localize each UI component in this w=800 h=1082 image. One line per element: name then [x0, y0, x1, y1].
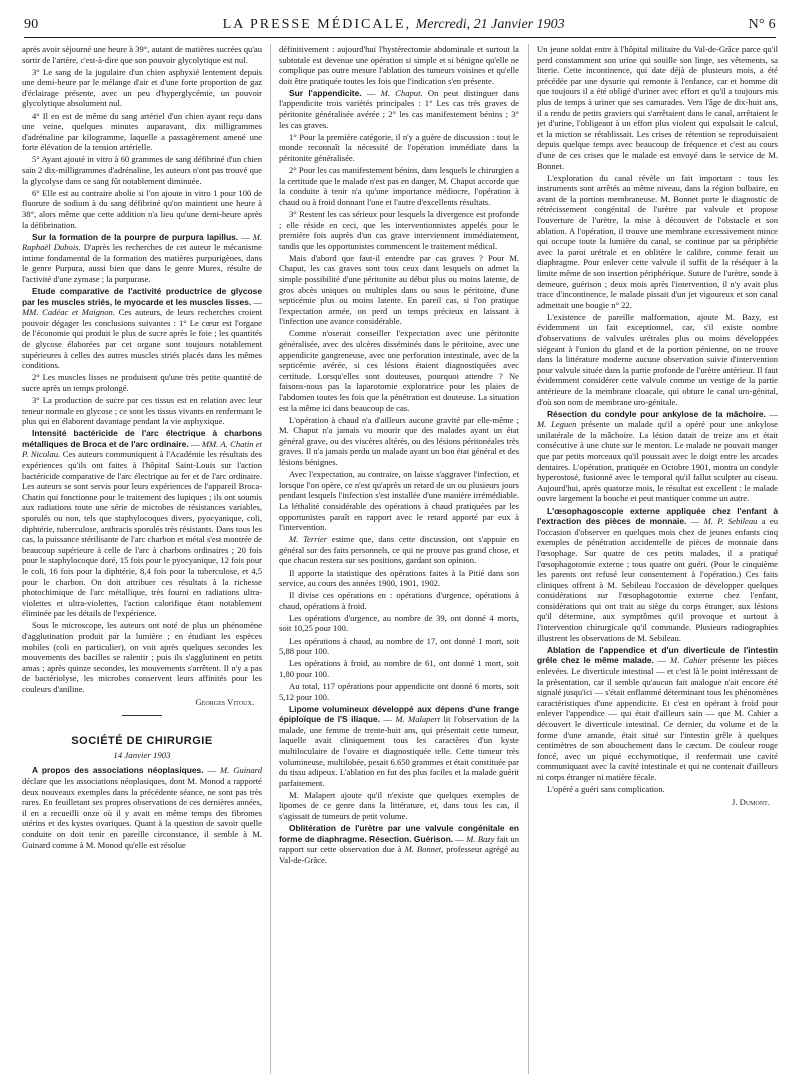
- article-author: M. Bonnet,: [404, 844, 444, 855]
- issue-date: Mercredi, 21 Janvier 1903: [415, 17, 565, 32]
- article-heading: A propos des associations néoplasiques.: [32, 765, 204, 776]
- paragraph: [279, 534, 519, 566]
- signature: J. Dumont.: [732, 796, 770, 807]
- paragraph: L'existence de pareille malformation, ajoute M. Bazy, est évidemment un fait exceptionnel, car, s'il existe nombre d'observations de valvules urétrales plus ou moins développées siégeant à l'union du gland et de la portion pénienne, on ne trouve dans la littérature moderne aucune observation suivie d'intervention pour valvule située dans la partie profonde de l'urètre antérieur. Il faut évidemment considérer cette valvule comme un vestige de la partie antérieure de la membrane cloacale, qui obture le canal uro-génital, d'où son nom de membrane uro-génitale.: [537, 311, 778, 407]
- article: A propos des associations néoplasiques. — M. Guinard déclare que les associations néoplasiques, dont M. Monod a rapporté deux nouveaux exemples dans la précédente séance, ne sont pas très rares. En feuilletant ses propres observations de ces dernières années, il en a recueilli onze où il y avait en même temps des fibromes utérins et des kystes ovariques. Quant à la question de savoir quelle conduite on doit tenir en pareille circonstance, il semble à M. Guinard comme à M. Monod qu'elle est résolue: [22, 765, 262, 850]
- column-2: [279, 44, 519, 1076]
- paragraph: 2° Pour les cas manifestement bénins, dans lesquels le chirurgien a la certitude que le malade n'est pas en danger, M. Chaput accorde que la conduite à tenir n'a qu'une importance médiocre, l'opération à chaud ou à froid donnant l'une et l'autre d'excellents résultats.: [279, 165, 519, 207]
- column-1: [22, 44, 262, 1076]
- article-heading: Ablation de l'appendice et d'un diverticule de l'intestin grêle chez le même malade.: [537, 644, 778, 666]
- paragraph: Les opérations à chaud, au nombre de 17, ont donné 1 mort, soit 5,88 pour 100.: [279, 635, 519, 657]
- page-header: [24, 14, 776, 36]
- article-author: MM. Cadéac et Maignon.: [22, 307, 115, 318]
- article-text: lit l'observation de la malade, une femme de trente-huit ans, qui présentait cette tumeur, laquelle avait cliniquement tous les caractères d'un kyste multiloculaire de l'ovaire et diagnostiquée telle. Cette tumeur très volumineuse, multilobée, pesait 6.650 grammes et était constituée par du tissu adipeux. L'ablation en fut des plus faciles et la malade guérit parfaitement.: [279, 714, 519, 788]
- article-heading: Résection du condyle pour ankylose de la mâchoire.: [547, 408, 766, 419]
- journal-name: LA PRESSE MÉDICALE,: [222, 17, 412, 32]
- article-text: On peut distinguer dans l'appendicite trois variétés principales : 1° Les cas très graves de péritonite généralisée avérée ; 2° les cas manifestement bénins ; 3° les cas graves.: [279, 87, 519, 130]
- paragraph: Avec l'expectation, au contraire, on laisse s'aggraver l'infection, et lorsque l'on opère, ce n'est qu'après un retard de un ou plusieurs jours pendant lesquels l'infection s'est installée d'une manière irrémédiable. La léthalité considérable des opérations à chaud pratiquées par les opportunistes paraît en rapport avec le retard apporté par eux à l'intervention.: [279, 469, 519, 533]
- paragraph: Il divise ces opérations en : opérations d'urgence, opérations à chaud, opérations à froid.: [279, 590, 519, 611]
- column-3: [537, 44, 778, 1076]
- article-text: présente les pièces enlevées. Le diverticule intestinal — et c'est là le point intéressant de la présentation, car il semble qu'aucun fait analogue n'ait encore été signalé jusqu'ici — s'était enflammé déterminant tous les phénomènes caractéristiques d'une appendicite. Et c'est en opérant à froid pour enlever l'appendice — qui était d'ailleurs sain — que M. Cahier a découvert le diverticule intestinal. Ce dernier, du volume et de la forme d'une amande, était situé sur l'intestin grêle à quelques centimètres de son abouchement dans le cæcum. De couleur rouge foncé, avec un piqué ecchymotique, il renfermait une cavité communiquant avec la cavité intestinale et qui ne contenait d'ailleurs ni corps étranger ni matière fécale.: [537, 655, 778, 782]
- paragraph: après avoir séjourné une heure à 39°, autant de matières sucrées qu'au sortir de l'artère, c'est-à-dire que son pouvoir glycolytique est nul.: [22, 44, 262, 65]
- paragraph: L'opération à chaud n'a d'ailleurs aucune gravité par elle-même ; M. Chaput n'a jamais vu mourir que des malades ayant un état général grave, ou des viscères altérés, ou des lésions péritonéales très graves. Il n'a jamais perdu un malade ayant un bon état général et des lésions bénignes.: [279, 414, 519, 468]
- article-author: M. Terrier: [289, 534, 328, 545]
- page-number: 90: [24, 17, 39, 32]
- section-divider: [122, 715, 162, 716]
- column-divider: [528, 44, 529, 1074]
- article-author: M. Cahier: [670, 655, 708, 666]
- article-text: professeur agrégé au Val-de-Grâce.: [279, 844, 519, 865]
- header-rule: [24, 37, 776, 38]
- article-heading: Lipome volumineux développé aux dépens d'une frange épiploïque de l'S iliaque.: [279, 703, 519, 725]
- article: Intensité bactéricide de l'arc électrique à charbons métalliques de Broca et de l'arc ordinaire. — MM. A. Chatin et P. Nicolau. Ces auteurs communiquent à l'Académie les résultats des expériences qu'ils ont faites à l'hôpital Saint-Louis sur l'action bactéricide comparative de l'arc électrique au fer et de l'arc ordinaire. Les auteurs se sont servis pour leurs expériences de l'appareil Broca-Chatin qui fonctionne pour le traitement des lupiques ; ils ont soumis aux radiations toute une série de microbes de résistances variables, sporulés ou non, tels que staphylocoques divers, pyocyanique, coli, diphtérie, tuberculose, anthracis sporulés très résistants. Dans tous les cas, la puissance stérilisante de l'arc charbon et métal s'est montrée de beaucoup supérieure à celle de l'arc à charbons ordinaires ; 20 fois pour le staphylocoque doré, 15 fois pour le pyocyanique, 12 fois pour le coli, 16 fois pour la diphtérie, 8,4 fois pour la tuberculose, et 4,5 pour le charbon. On doit attribuer ces résultats à la richesse photochimique de l'arc métallique, très fourni en radiations ultra-violettes et ultra-violettes, l'action calorifique étant notablement éliminée par les détails de l'expérience.: [22, 428, 262, 619]
- article: Résection du condyle pour ankylose de la mâchoire. — M. Leguen présente un malade qu'il a opéré pour une ankylose unilatérale de la mâchoire. La lésion datait de treize ans et était consécutive à une chute sur le menton. Le malade ne pouvait manger que par petits morceaux qu'il poussait avec le doigt entre les arcades dentaires. L'opération, pratiquée en Octobre 1901, montra un condyle hyperostosé, fusionné avec le temporal qu'il fallut sculpter au ciseau. Aujourd'hui, après quatorze mois, le résultat est excellent : le malade ouvre largement la bouche et peut mastiquer comme un autre.: [537, 408, 778, 504]
- article-heading: Sur l'appendicite.: [289, 87, 362, 98]
- article-author: M. Chaput.: [380, 87, 423, 98]
- paragraph: 2° Les muscles lisses ne produisent qu'une très petite quantité de sucre après un temps prolongé.: [22, 372, 262, 393]
- column-divider: [270, 44, 271, 1074]
- paragraph: 3° Le sang de la jugulaire d'un chien asphyxié lentement depuis une demi-heure par le mélange d'air et d'une forte proportion de gaz d'éclairage présente, avec un peu d'hyperglycémie, un pouvoir glycolytique absolument nul.: [22, 66, 262, 109]
- signature: Georges Vitoux.: [195, 696, 254, 707]
- article: Etude comparative de l'activité productrice de glycose par les muscles striés, le myocarde et les muscles lisses. — MM. Cadéac et Maignon. Ces auteurs, de leurs recherches croient pouvoir dégager les conclusions suivantes : 1° Le cœur est l'organe de l'économie qui produit le plus de sucre après le foie ; les quantités de glycose élaborées par cet organe sont toujours notablement supérieures à celles des autres muscles striés placés dans les mêmes conditions.: [22, 286, 262, 371]
- paragraph: L'opéré a guéri sans complication.: [547, 783, 665, 794]
- article-text: Ces auteurs communiquent à l'Académie les résultats des expériences qu'ils ont faites à l'hôpital Saint-Louis sur l'action bactéricide comparative de l'arc électrique au fer et de l'arc ordinaire. Les auteurs se sont servis pour leurs expériences de l'appareil Broca-Chatin qui fonctionne pour le traitement des lupiques ; ils ont soumis aux radiations toute une série de microbes de résistances variables, sporulés ou non, tels que staphylocoques divers, pyocyanique, coli, diphtérie, tuberculose, anthracis sporulés très résistants. Dans tous les cas, la puissance stérilisante de l'arc charbon et métal s'est montrée de beaucoup supérieure à celle de l'arc à charbons ordinaires ; 20 fois pour le staphylocoque doré, 15 fois pour le pyocyanique, 12 fois pour le coli, 16 fois pour la diphtérie, 8,4 fois pour la tuberculose, et 4,5 pour le charbon. On doit attribuer ces résultats à la richesse photochimique de l'arc métallique, très fourni en radiations ultra-violettes et ultra-violettes, l'action calorifique étant notablement éliminée par les détails de l'expérience.: [22, 449, 262, 619]
- paragraph: 5° Ayant ajouté in vitro à 60 grammes de sang défibriné d'un chien sain 2 dix-milligrammes d'adrénaline, les auteurs n'ont pas trouvé que la glycolyse dans ce sang fût notablement diminuée.: [22, 154, 262, 186]
- paragraph: Au total, 117 opérations pour appendicite ont donné 6 morts, soit 5,12 pour 100.: [279, 680, 519, 702]
- running-title: [223, 17, 565, 33]
- paragraph: 1° Pour la première catégorie, il n'y a guère de discussion : tout le monde reconnaît la nécessité de l'opération immédiate dans la péritonite généralisée.: [279, 131, 519, 163]
- article-author: M. P. Sebileau: [703, 516, 758, 527]
- article-author: M. Guinard: [219, 765, 262, 776]
- article-author: MM. A. Chatin et P. Nicolau.: [22, 438, 262, 460]
- article: Sur la formation de la pourpre de purpura lapillus. — M. Raphaël Dubois. D'après les recherches de cet auteur le mécanisme intime fondamental de la formation des matières purpurigènes, dans le genre Purpura, aussi bien que dans le genre Murex, résulte de l'activité d'une zymase ; la purpurase.: [22, 231, 262, 284]
- paragraph: Il apporte la statistique des opérations faites à la Pitié dans son service, au cours des années 1900, 1901, 1902.: [279, 567, 519, 589]
- paragraph: M. Malapert ajoute qu'il n'existe que quelques exemples de lipomes de ce genre dans la littérature, et, dans tous les cas, il s'agissait de tumeurs de petit volume.: [279, 789, 519, 822]
- article-text: Ces auteurs, de leurs recherches croient pouvoir dégager les conclusions suivantes : 1° Le cœur est l'organe de l'économie qui produit le plus de sucre après le foie ; les quantités de glycose élaborées par cet organe sont toujours notablement supérieures à celles des autres muscles striés placés dans les mêmes conditions.: [22, 307, 262, 371]
- issue-number: N° 6: [748, 17, 776, 32]
- article-heading: Sur la formation de la pourpre de purpura lapillus.: [32, 231, 239, 242]
- paragraph: Mais d'abord que faut-il entendre par cas graves ? Pour M. Chaput, les cas graves sont tous ceux dans lesquels on admet la simple possibilité d'une péritonite au début plus ou moins latente, de gros abcès uniques ou multiples dans ou sous le péritoine, d'une septicémie plus ou moins latente. En pareil cas, si l'on pratique l'expectation armée, on perd un temps précieux en laissant à l'infection une avance considérable.: [279, 252, 519, 327]
- article-text: déclare que les associations néoplasiques, dont M. Monod a rapporté deux nouveaux exemples dans la précédente séance, ne sont pas très rares. En feuilletant ses propres observations de ces dernières années, il en a recueilli onze où il y avait en même temps des fibromes utérins et des kystes ovariques. Quant à la question de savoir quelle conduite on doit tenir en pareille circonstance, il semble à M. Guinard comme à M. Monod qu'elle est résolue: [22, 776, 262, 850]
- article: L'œsophagoscopie externe appliquée chez l'enfant à l'extraction des pièces de monnaie. — M. P. Sebileau a eu l'occasion d'observer en quelques mois chez de jeunes enfants cinq exemples de pénétration accidentelle de pièces de monnaie dans l'œsophage. Sur quatre de ces petits malades, il a pratiqué l'œsophagotomie externe ; tous quatre ont guéri. (Pour le cinquième les parents ont refusé leur consentement à l'opération.) Ces faits cliniques offrent à M. Sebileau l'occasion de développer quelques considérations sur l'œsophagotomie externe chez l'enfant, considérations qui ont trait au siège du corps étranger, aux lésions qu'il détermine, aux symptômes qu'il provoque et surtout à l'intervention chirurgicale qu'il commande. Plusieurs radiographies illustrent les observations de M. Sebileau.: [537, 505, 778, 643]
- paragraph: 4° Il en est de même du sang artériel d'un chien ayant reçu dans une veine, quelques minutes auparavant, dix milligrammes d'adrénaline par kilogramme, laquelle a passagèrement amené une forte élévation de la tension artérielle.: [22, 110, 262, 153]
- paragraph: L'exploration du canal révèle un fait important : tous les instruments sont arrêtés au même niveau, dans la région bulbaire, en avant de la portion membraneuse. M. Bonnet porte le diagnostic de rétrécissement congénital de l'urètre par valvule et propose l'ouverture de l'urètre, la mise à découvert de l'obstacle et son ablation. A l'opération, il trouve une membrane excessivement mince qui occupe toute la lumière du canal, se continue par sa périphérie avec la paroi urétrale et en oblitère le calibre, comme ferait un diaphragme. Pour enlever cette valvule il suffit de la réséquer à la limite même de son insertion périphérique. Suture de l'urètre, sonde à demeure, guérison ; deux mois après l'intervention, il n'y avait plus trace d'incontinence, le malade pissait d'un jet vigoureux et son canal admettait une bougie n° 22.: [537, 172, 778, 310]
- paragraph: Les opérations d'urgence, au nombre de 39, ont donné 4 morts, soit 10,25 pour 100.: [279, 612, 519, 634]
- article: Lipome volumineux développé aux dépens d'une frange épiploïque de l'S iliaque. — M. Malapert lit l'observation de la malade, une femme de trente-huit ans, qui présentait cette tumeur, laquelle avait cliniquement tous les caractères d'un kyste multiloculaire de l'ovaire et diagnostiquée telle. Cette tumeur très volumineuse, multilobée, pesait 6.650 grammes et était constituée par du tissu adipeux. L'ablation en fut des plus faciles et la malade guérit parfaitement.: [279, 703, 519, 788]
- article-text: présente un malade qu'il a opéré pour une ankylose unilatérale de la mâchoire. La lésion datait de treize ans et était consécutive à une chute sur le menton. Le malade ne pouvait manger que par petits morceaux qu'il poussait avec le doigt entre les arcades dentaires. L'opération, pratiquée en Octobre 1901, montra un condyle hyperostosé, fusionné avec le temporal qu'il fallut sculpter au ciseau. Aujourd'hui, après quatorze mois, le résultat est excellent : le malade ouvre largement la bouche et peut mastiquer comme un autre.: [537, 419, 778, 504]
- paragraph: Un jeune soldat entre à l'hôpital militaire du Val-de-Grâce parce qu'il perd constamment son urine qui souille son linge, ses vêtements, sa literie. Cette incontinence, qui date déjà de plusieurs mois, a été précédée par une dysurie qui remonte à l'enfance, car et homme dit que toujours il a été obligé d'uriner avec effort et qu'il a toujours mis plus de temps à uriner que ses camarades. Vers l'âge de dix-huit ans, il a rendu de petits graviers qui s'arrêtaient dans le canal, arrêtaient le jet d'urine, l'obligeant à un effort plus violent qui expulsait le calcul, et la miction se rétablissait. Les crises de rétention se reproduisaient depuis quelque temps avec beaucoup de fréquence et c'est au cours d'une de ces crises que le malade est envoyé dans le service de M. Bonnet.: [537, 44, 778, 171]
- article-heading: L'œsophagoscopie externe appliquée chez l'enfant à l'extraction des pièces de monnaie.: [537, 505, 778, 527]
- article-author: M. Bazy: [466, 833, 495, 844]
- article-author: M. Raphaël Dubois.: [22, 231, 262, 253]
- article-heading: Etude comparative de l'activité productrice de glycose par les muscles striés, le myocarde et les muscles lisses.: [22, 286, 262, 307]
- article-text: a eu l'occasion d'observer en quelques mois chez de jeunes enfants cinq exemples de pénétration accidentelle de pièces de monnaie dans l'œsophage. Sur quatre de ces petits malades, il a pratiqué l'œsophagotomie externe ; tous quatre ont guéri. (Pour le cinquième les parents ont refusé leur consentement à l'opération.) Ces faits cliniques offrent à M. Sebileau l'occasion de développer quelques considérations sur l'œsophagotomie externe chez l'enfant, considérations qui ont trait au siège du corps étranger, aux lésions qu'il détermine, aux symptômes qu'il provoque et surtout à l'intervention chirurgicale qu'il commande. Plusieurs radiographies illustrent les observations de M. Sebileau.: [537, 516, 778, 643]
- paragraph: 3° La production de sucre par ces tissus est en relation avec leur teneur normale en glycose ; ce sont les tissus vivants en renfermant le plus qui en élaborent davantage pendant la vie asphyxique.: [22, 395, 262, 427]
- section-title: SOCIÉTÉ DE CHIRURGIE: [71, 735, 213, 748]
- article-author: M. Malapert: [395, 714, 441, 725]
- article-text: D'après les recherches de cet auteur le mécanisme intime fondamental de la formation des matières purpurigènes, dans le genre Purpura, aussi bien que dans le genre Murex, résulte de l'activité d'une zymase ; la purpurase.: [22, 242, 262, 284]
- article: Oblitération de l'urètre par une valvule congénitale en forme de diaphragme. Résection. Guérison. — M. Bazy fait un rapport sur cette observation due à M. Bonnet, professeur agrégé au Val-de-Grâce.: [279, 823, 519, 865]
- paragraph: Comme n'oserait conseiller l'expectation avec une péritonite généralisée, avec des ulcères disséminés dans le péritoine, avec une appendicite gangreneuse, avec une perforation intestinale, avec de la septicémie avérée, si ces lésions étaient diagnostiquées avec certitude. Lorsqu'elles sont douteuses, pourquoi attendre ? Ne faisons-nous pas la laparotomie exploratrice pour les plaies de l'abdomen toutes les fois que la pénétration est douteuse. La situation est la même ici dans beaucoup de cas.: [279, 328, 519, 413]
- article-text: fait un rapport sur cette observation due à: [279, 833, 519, 855]
- paragraph: 6° Elle est au contraire abolie si l'on ajoute in vitro 1 pour 100 de fluorure de sodium à du sang défibriné qu'on maintient une heure à 38°, alors même que cette addition n'a lieu qu'une demi-heure après la défibrination.: [22, 187, 262, 230]
- article-heading: Oblitération de l'urètre par une valvule congénitale en forme de diaphragme. Résection. Guérison.: [279, 823, 519, 844]
- section-date: 14 Janvier 1903: [113, 749, 171, 760]
- article-text: estime que, dans cette discussion, ont s'appuie en général sur des faits personnels, ce qui ne prouve pas grand chose, et que chacun restera sur ses positions, gardant son opinion.: [279, 534, 519, 566]
- article-author: M. Leguen: [537, 419, 577, 430]
- paragraph: 3° Restent les cas sérieux pour lesquels la divergence est profonde ; elle réside en ceci, que les interventionnistes appelés pour le première fois auprès d'un cas grave interviennent immédiatement, tandis que les opportunistes commencent le traitement médical.: [279, 208, 519, 251]
- paragraph: définitivement : aujourd'hui l'hystérectomie abdominale et surtout la subtotale est devenue une opération si simple et si bénigne qu'elle ne complique pas outre mesure l'ablation des tumeurs voisines et qu'elle doit être pratiquée toutes les fois que l'indication s'en présente.: [279, 44, 519, 86]
- article-heading: Intensité bactéricide de l'arc électrique à charbons métalliques de Broca et de l'arc ordinaire.: [22, 428, 262, 449]
- article: Sur l'appendicite. — M. Chaput. On peut distinguer dans l'appendicite trois variétés principales : 1° Les cas très graves de péritonite généralisée avérée ; 2° les cas manifestement bénins ; 3° les cas graves.: [279, 87, 519, 130]
- paragraph: Sous le microscope, les auteurs ont noté de plus un phénomène d'agglutination produit par la lumière ; en étudiant les espèces mobiles (coli en particulier), on voit après quelques secondes les mouvements des bacilles se ralentir ; puis ils s'agglutinent en petits amas ; après quinze secondes, les mouvements s'arrêtent. Il n'y a pas de bactériolyse, les microbes conservent leurs affinités pour les couleurs d'aniline.: [22, 620, 262, 695]
- paragraph: Les opérations à froid, au nombre de 61, ont donné 1 mort, soit 1,80 pour 100.: [279, 658, 519, 679]
- article: Ablation de l'appendice et d'un diverticule de l'intestin grêle chez le même malade. — M. Cahier présente les pièces enlevées. Le diverticule intestinal — et c'est là le point intéressant de la présentation, car il semble qu'aucun fait analogue n'ait encore été signalé jusqu'ici — s'était enflammé déterminant tous les phénomènes caractéristiques d'une appendicite. Et c'est en opérant à froid pour enlever l'appendice — qui était d'ailleurs sain — que M. Cahier a découvert le diverticule intestinal. Ce dernier, du volume et de la forme d'une amande, était situé sur l'intestin grêle à quelques centimètres de son abouchement dans le cæcum. De couleur rouge foncé, avec un piqué ecchymotique, il renfermait une cavité communiquant avec la cavité intestinale et qui ne contenait d'ailleurs ni corps étranger ni matière fécale.: [537, 644, 778, 782]
